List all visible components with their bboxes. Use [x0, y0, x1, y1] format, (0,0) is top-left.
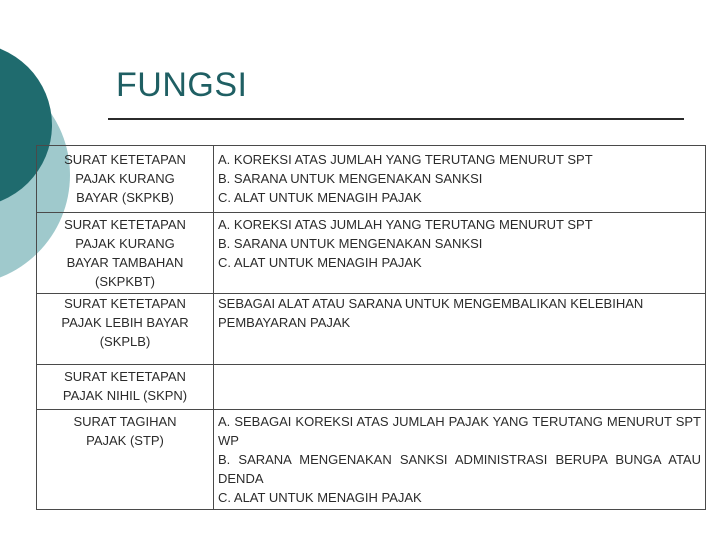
document-type-cell: SURAT KETETAPAN PAJAK KURANG BAYAR TAMBAHAN (SKPKBT) [37, 213, 214, 294]
function-item: C. ALAT UNTUK MENAGIH PAJAK [218, 255, 422, 270]
document-type-cell: SURAT TAGIHAN PAJAK (STP) [37, 410, 214, 510]
fungsi-table [36, 145, 706, 510]
function-item: C. ALAT UNTUK MENAGIH PAJAK [218, 490, 422, 505]
function-item: B. SARANA UNTUK MENGENAKAN SANKSI [218, 236, 483, 251]
table-row [37, 213, 706, 294]
title-underline [108, 118, 684, 120]
function-item: SEBAGAI ALAT ATAU SARANA UNTUK MENGEMBALIKAN KELEBIHAN PEMBAYARAN PAJAK [218, 296, 644, 330]
function-item: C. ALAT UNTUK MENAGIH PAJAK [218, 190, 422, 205]
function-item: A. SEBAGAI KOREKSI ATAS JUMLAH PAJAK YANG TERUTANG MENURUT SPT WP [218, 414, 701, 448]
function-cell [214, 294, 706, 365]
table-row [37, 365, 706, 410]
page-title: FUNGSI [116, 66, 248, 104]
function-cell [214, 410, 706, 510]
table-row [37, 410, 706, 510]
document-type-cell: SURAT KETETAPAN PAJAK NIHIL (SKPN) [37, 365, 214, 410]
document-type-cell: SURAT KETETAPAN PAJAK KURANG BAYAR (SKPKB) [37, 146, 214, 213]
function-cell [214, 365, 706, 410]
function-item: B. SARANA MENGENAKAN SANKSI ADMINISTRASI BERUPA BUNGA ATAU DENDA [218, 452, 701, 486]
function-item: A. KOREKSI ATAS JUMLAH YANG TERUTANG MENURUT SPT [218, 152, 593, 167]
function-cell [214, 146, 706, 213]
document-type-cell: SURAT KETETAPAN PAJAK LEBIH BAYAR (SKPLB) [37, 294, 214, 365]
table-row [37, 294, 706, 365]
function-item: A. KOREKSI ATAS JUMLAH YANG TERUTANG MENURUT SPT [218, 217, 593, 232]
table-row [37, 146, 706, 213]
function-cell [214, 213, 706, 294]
function-item: B. SARANA UNTUK MENGENAKAN SANKSI [218, 171, 483, 186]
